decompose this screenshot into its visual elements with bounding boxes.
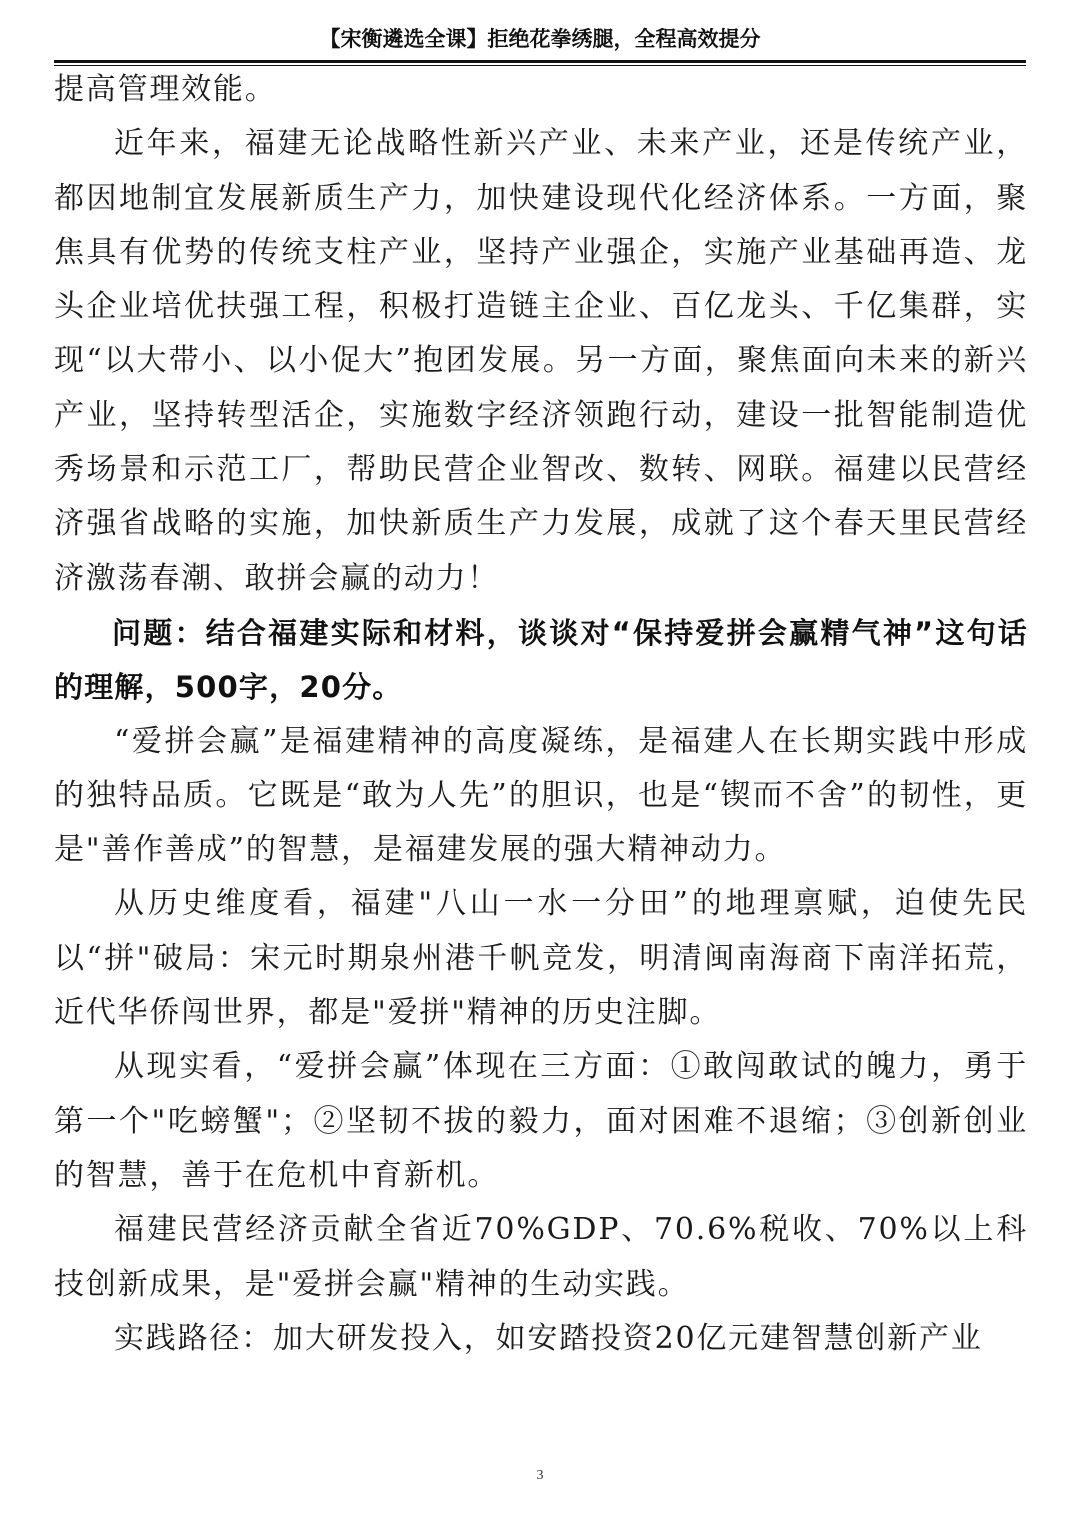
body-paragraph: 实践路径：加大研发投入，如安踏投资20亿元建智慧创新产业 (114, 1320, 983, 1356)
page-number: 3 (536, 1468, 544, 1483)
page-header: 【宋衡遴选全课】拒绝花拳绣腿，全程高效提分 (319, 27, 761, 51)
document-body (54, 63, 1028, 1366)
body-paragraph: 从历史维度看，福建"八山一水一分田”的地理禀赋，迫使先民以“拼"破局：宋元时期泉州港千帆竞发，明清闽南海商下南洋拓荒，近代华侨闯世界，都是"爱拼"精神的历史注脚。 (54, 886, 1028, 1031)
body-paragraph: “爱拼会赢”是福建精神的高度凝练，是福建人在长期实践中形成的独特品质。它既是“敢为人先”的胆识，也是“锲而不舍”的韧性，更是"善作善成”的智慧，是福建发展的强大精神动力。 (54, 723, 1028, 868)
body-paragraph: 近年来，福建无论战略性新兴产业、未来产业，还是传统产业，都因地制宜发展新质生产力，加快建设现代化经济体系。一方面，聚焦具有优势的传统支柱产业，坚持产业强企，实施产业基础再造、龙头企业培优扶强工程，积极打造链主企业、百亿龙头、千亿集群，实现“以大带小、以小促大”抱团发展。另一方面，聚焦面向未来的新兴产业，坚持转型活企，实施数字经济领跑行动，建设一批智能制造优秀场景和示范工厂，帮助民营企业智改、数转、网联。福建以民营经济强省战略的实施，加快新质生产力发展，成就了这个春天里民营经济激荡春潮、敢拼会赢的动力！ (54, 126, 1028, 596)
body-paragraph: 福建民营经济贡献全省近70%GDP、70.6%税收、70%以上科技创新成果，是"爱拼会赢"精神的生动实践。 (54, 1212, 1028, 1302)
body-paragraph: 从现实看，“爱拼会赢”体现在三方面：①敢闯敢试的魄力，勇于第一个"吃螃蟹"；②坚韧不拔的毅力，面对困难不退缩；③创新创业的智慧，善于在危机中育新机。 (54, 1049, 1028, 1193)
body-paragraph: 提高管理效能。 (54, 72, 277, 107)
question-paragraph: 问题：结合福建实际和材料，谈谈对“保持爱拼会赢精气神”这句话的理解，500字，20分。 (54, 615, 1028, 705)
